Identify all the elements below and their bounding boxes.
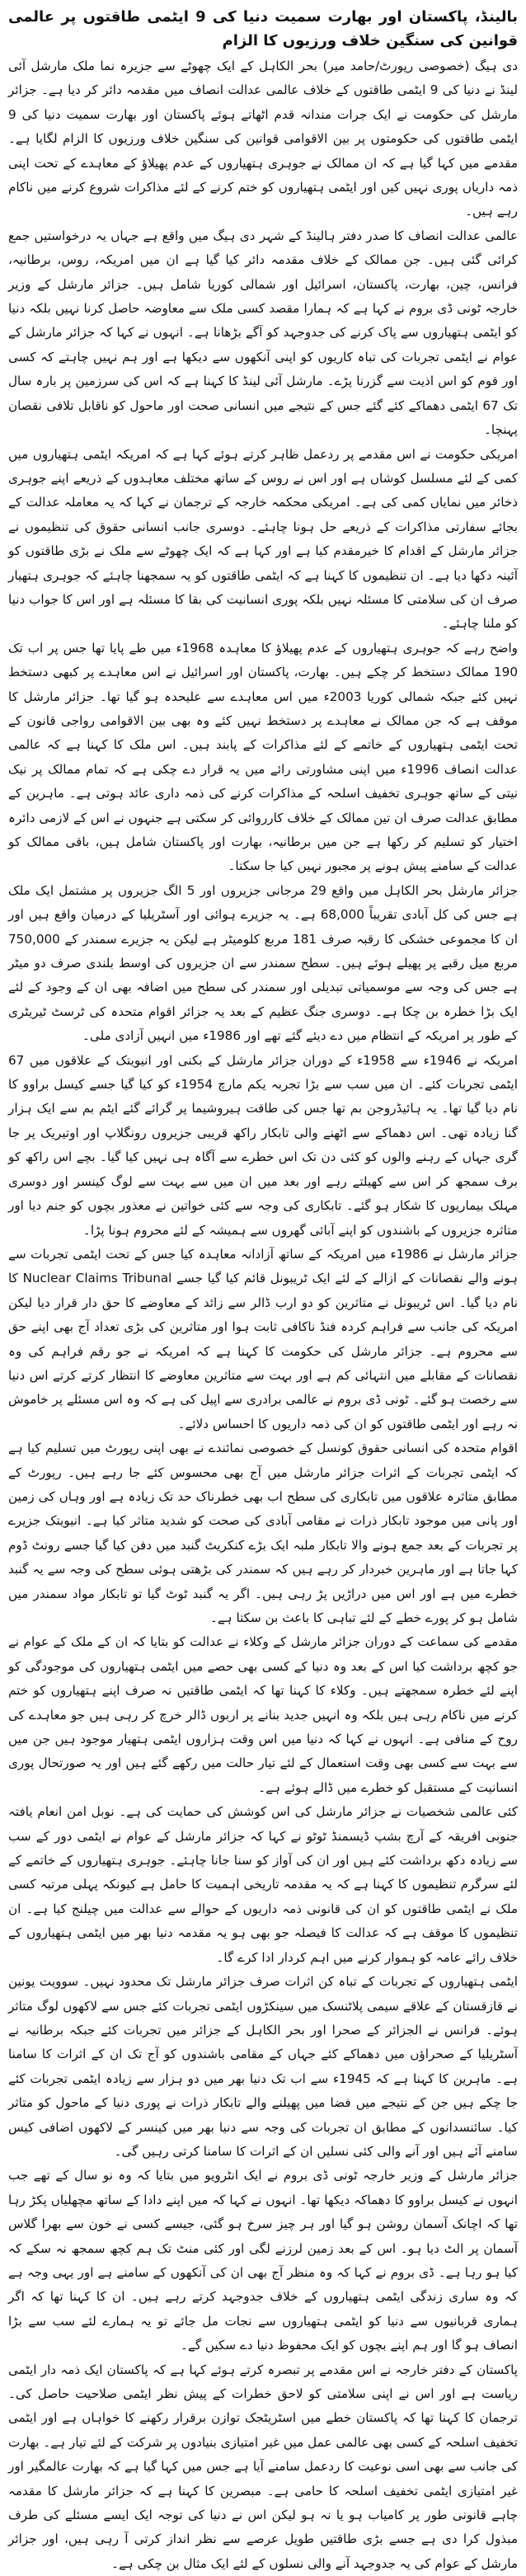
article-paragraph-6: امریکہ نے 1946ء سے 1958ء کے دوران جزائر مارشل کے بکنی اور انیویتک کے علاقوں میں 67 ایٹمی تجربات کئے۔ ان میں سب سے بڑا تجربہ یکم مارچ 1954ء کو کیا گیا جسے کیسل براوو کا نام دیا گیا تھا۔ یہ ہائیڈروجن بم تھا جس کی طاقت ہیروشیما پر گرائے گئے ایٹم بم سے ایک ہزار گنا زیادہ تھی۔ اس دھماکے سے اٹھنے والی تابکار راکھ قریبی جزیروں رونگلاپ اور اوتیریک پر جا گری جہاں کے رہنے والوں کو کئی دن تک اس خطرے سے آگاہ ہی نہیں کیا گیا۔ بچے اس راکھ کو برف سمجھ کر اس سے کھیلتے رہے اور بعد میں ان میں سے بہت سے لوگ کینسر اور دوسری مہلک بیماریوں کا شکار ہو گئے۔ تابکاری کی وجہ سے کئی خواتین نے معذور بچوں کو جنم دیا اور متاثرہ جزیروں کے باشندوں کو اپنے آبائی گھروں سے ہمیشہ کے لئے محروم ہونا پڑا۔ [8, 1052, 519, 1238]
article-paragraph-3: امریکی حکومت نے اس مقدمے پر ردعمل ظاہر کرتے ہوئے کہا ہے کہ امریکہ ایٹمی ہتھیاروں میں کمی کے لئے مسلسل کوشاں ہے اور اس نے روس کے ساتھ مختلف معاہدوں کے ذریعے اپنے جوہری ذخائر میں نمایاں کمی کی ہے۔ امریکی محکمہ خارجہ کے ترجمان نے کہا کہ یہ معاملہ عدالت کے بجائے سفارتی مذاکرات کے ذریعے حل ہونا چاہئے۔ دوسری جانب انسانی حقوق کی تنظیموں نے جزائر مارشل کے اقدام کا خیرمقدم کیا ہے اور کہا ہے کہ ایک چھوٹے سے ملک نے بڑی طاقتوں کو آئینہ دکھا دیا ہے۔ ان تنظیموں کا کہنا ہے کہ ایٹمی طاقتوں کو یہ سمجھنا چاہئے کہ جوہری ہتھیار صرف ان کی سلامتی کا مسئلہ نہیں بلکہ پوری انسانیت کی بقا کا مسئلہ ہے اور اس کا جواب دنیا کو ملنا چاہئے۔ [8, 446, 518, 632]
article-paragraph-1: دی ہیگ (خصوصی رپورٹ/حامد میر) بحر الکاہل کے ایک چھوٹے سے جزیرہ نما ملک مارشل آئی لینڈ نے دنیا کی 9 ایٹمی طاقتوں کے خلاف عالمی عدالت انصاف میں مقدمہ دائر کر دیا ہے۔ جزائر مارشل کی حکومت نے ایک جرات مندانہ قدم اٹھاتے ہوئے پاکستان اور بھارت سمیت دنیا کی 9 ایٹمی طاقتوں کی حکومتوں پر بین الاقوامی قوانین کی سنگین خلاف ورزیوں کا الزام لگایا ہے۔ مقدمے میں کہا گیا ہے کہ ان ممالک نے جوہری ہتھیاروں کے عدم پھیلاؤ کے معاہدے کے تحت اپنی ذمہ داریاں پوری نہیں کیں اور ایٹمی ہتھیاروں کو ختم کرنے کے لئے مذاکرات شروع کرنے میں ناکام رہے ہیں۔ [8, 59, 518, 219]
article-headline: بالینڈ، پاکستان اور بھارت سمیت دنیا کی 9 ایٹمی طاقتوں پر عالمی قوانین کی سنگین خلاف ورزیوں کا الزام [8, 8, 518, 49]
article-paragraph-7: جزائر مارشل نے 1986ء میں امریکہ کے ساتھ آزادانہ معاہدہ کیا جس کے تحت ایٹمی تجربات سے ہونے والے نقصانات کے ازالے کے لئے ایک ٹریبونل قائم کیا گیا جسے Nuclear Claims Tribunal کا نام دیا گیا۔ اس ٹریبونل نے متاثرین کو دو ارب ڈالر سے زائد کے معاوضے کا حق دار قرار دیا لیکن امریکہ کی جانب سے فراہم کردہ فنڈ ناکافی ثابت ہوا اور متاثرین کی بڑی تعداد آج بھی اپنے حق سے محروم ہے۔ جزائر مارشل کی حکومت کا کہنا ہے کہ امریکہ نے جو رقم فراہم کی وہ نقصانات کے مقابلے میں انتہائی کم ہے اور بہت سے متاثرین معاوضے کا انتظار کرتے کرتے اس دنیا سے رخصت ہو گئے۔ ٹونی ڈی بروم نے عالمی برادری سے اپیل کی ہے کہ وہ اس مسئلے پر خاموش نہ رہے اور ایٹمی طاقتوں کو ان کی ذمہ داریوں کا احساس دلائے۔ [8, 1246, 518, 1431]
article-paragraph-12: جزائر مارشل کے وزیر خارجہ ٹونی ڈی بروم نے ایک انٹرویو میں بتایا کہ وہ نو سال کے تھے جب انہوں نے کیسل براوو کا دھماکہ دیکھا تھا۔ انہوں نے کہا کہ میں اپنے دادا کے ساتھ مچھلیاں پکڑ رہا تھا کہ اچانک آسمان روشن ہو گیا اور ہر چیز سرخ ہو گئی، جیسے کسی نے خون سے بھرا گلاس آسمان پر الٹ دیا ہو۔ اس کے بعد زمین لرزنے لگی اور کئی منٹ تک ہم کچھ سمجھ نہ سکے کہ کیا ہو رہا ہے۔ ڈی بروم نے کہا کہ وہ منظر آج بھی ان کی آنکھوں کے سامنے ہے اور یہی وجہ ہے کہ وہ ساری زندگی ایٹمی ہتھیاروں کے خلاف جدوجہد کرتے رہے ہیں۔ ان کا کہنا تھا کہ اگر ہماری قربانیوں سے دنیا کو ایٹمی ہتھیاروں سے نجات مل جائے تو یہ ہمارے لئے سب سے بڑا انصاف ہو گا اور ہم اپنے بچوں کو ایک محفوظ دنیا دے سکیں گے۔ [8, 2168, 518, 2353]
article-paragraph-4: واضح رہے کہ جوہری ہتھیاروں کے عدم پھیلاؤ کا معاہدہ 1968ء میں طے پایا تھا جس پر اب تک 190 ممالک دستخط کر چکے ہیں۔ بھارت، پاکستان اور اسرائیل نے اس معاہدے پر کبھی دستخط نہیں کئے جبکہ شمالی کوریا 2003ء میں اس معاہدے سے علیحدہ ہو گیا تھا۔ جزائر مارشل کا موقف ہے کہ جن ممالک نے معاہدے پر دستخط نہیں کئے وہ بھی بین الاقوامی رواجی قانون کے تحت ایٹمی ہتھیاروں کے خاتمے کے لئے مذاکرات کے پابند ہیں۔ اس ملک کا کہنا ہے کہ عالمی عدالت انصاف 1996ء میں اپنی مشاورتی رائے میں یہ قرار دے چکی ہے کہ تمام ممالک پر نیک نیتی کے ساتھ جوہری تخفیف اسلحہ کے مذاکرات کرنے کی ذمہ داری عائد ہوتی ہے۔ ماہرین کے مطابق عدالت صرف ان تین ممالک کے خلاف کارروائی کر سکتی ہے جنہوں نے اس کے لازمی دائرہ اختیار کو تسلیم کر رکھا ہے جن میں برطانیہ، بھارت اور پاکستان شامل ہیں، باقی ممالک کو عدالت کے سامنے پیش ہونے پر مجبور نہیں کیا جا سکتا۔ [8, 640, 518, 874]
article-paragraph-10: کئی عالمی شخصیات نے جزائر مارشل کی اس کوشش کی حمایت کی ہے۔ نوبل امن انعام یافتہ جنوبی افریقہ کے آرچ بشپ ڈیسمنڈ ٹوٹو نے کہا کہ جزائر مارشل کے عوام نے ایٹمی دور کے سب سے زیادہ دکھ برداشت کئے ہیں اور ان کی آواز کو سنا جانا چاہئے۔ جوہری ہتھیاروں کے خاتمے کے لئے سرگرم تنظیموں کا کہنا ہے کہ یہ مقدمہ تاریخی اہمیت کا حامل ہے کیونکہ پہلی مرتبہ کسی ملک نے ایٹمی طاقتوں کو ان کی قانونی ذمہ داریوں کے حوالے سے عدالت میں چیلنج کیا ہے۔ ان تنظیموں کا موقف ہے کہ عدالت کا فیصلہ جو بھی ہو یہ مقدمہ دنیا بھر میں ایٹمی ہتھیاروں کے خلاف رائے عامہ کو ہموار کرنے میں اہم کردار ادا کرے گا۔ [8, 1804, 518, 1965]
article-paragraph-9: مقدمے کی سماعت کے دوران جزائر مارشل کے وکلاء نے عدالت کو بتایا کہ ان کے ملک کے عوام نے جو کچھ برداشت کیا اس کے بعد وہ دنیا کے کسی بھی حصے میں ایٹمی ہتھیاروں کی موجودگی کو اپنے لئے خطرہ سمجھتے ہیں۔ وکلاء کا کہنا تھا کہ ایٹمی طاقتیں نہ صرف اپنے ہتھیاروں کو ختم کرنے میں ناکام رہی ہیں بلکہ وہ انہیں جدید بنانے پر اربوں ڈالر خرچ کر رہی ہیں جو معاہدے کی روح کے منافی ہے۔ انہوں نے کہا کہ دنیا میں اس وقت ہزاروں ایٹمی ہتھیار موجود ہیں جن میں سے بہت سے کسی بھی وقت استعمال کے لئے تیار حالت میں رکھے گئے ہیں اور یہ صورتحال پوری انسانیت کے مستقبل کو خطرے میں ڈالے ہوئے ہے۔ [8, 1634, 518, 1795]
article-paragraph-8: اقوام متحدہ کی انسانی حقوق کونسل کے خصوصی نمائندے نے بھی اپنی رپورٹ میں تسلیم کیا ہے کہ ایٹمی تجربات کے اثرات جزائر مارشل میں آج بھی محسوس کئے جا رہے ہیں۔ رپورٹ کے مطابق متاثرہ علاقوں میں تابکاری کی سطح اب بھی خطرناک حد تک زیادہ ہے اور وہاں کی زمین اور پانی میں موجود تابکار ذرات نے مقامی آبادی کی صحت کو شدید متاثر کیا ہے۔ انیویتک جزیرے پر تجربات کے بعد جمع ہونے والا تابکار ملبہ ایک بڑے کنکریٹ گنبد میں دفن کیا گیا جسے رونٹ ڈوم کہا جاتا ہے اور ماہرین خبردار کر رہے ہیں کہ سمندر کی بڑھتی ہوئی سطح کی وجہ سے یہ گنبد خطرے میں ہے اور اس میں دراڑیں پڑ رہی ہیں۔ اگر یہ گنبد ٹوٹ گیا تو تابکار مواد سمندر میں شامل ہو کر پورے خطے کے لئے تباہی کا باعث بن سکتا ہے۔ [8, 1441, 518, 1625]
article-paragraph-13: پاکستان کے دفتر خارجہ نے اس مقدمے پر تبصرہ کرتے ہوئے کہا ہے کہ پاکستان ایک ذمہ دار ایٹمی ریاست ہے اور اس نے اپنی سلامتی کو لاحق خطرات کے پیش نظر ایٹمی صلاحیت حاصل کی۔ ترجمان کا کہنا تھا کہ پاکستان خطے میں اسٹریٹجک توازن برقرار رکھنے کا خواہاں ہے اور ایٹمی تخفیف اسلحہ کے کسی بھی عالمی عمل میں غیر امتیازی بنیادوں پر شرکت کے لئے تیار ہے۔ بھارت کی جانب سے بھی اسی نوعیت کا ردعمل سامنے آیا ہے جس میں کہا گیا ہے کہ بھارت عالمگیر اور غیر امتیازی ایٹمی تخفیف اسلحہ کا حامی ہے۔ مبصرین کا کہنا ہے کہ جزائر مارشل کا مقدمہ چاہے قانونی طور پر کامیاب ہو یا نہ ہو لیکن اس نے دنیا کی توجہ ایک ایسے مسئلے کی طرف مبذول کرا دی ہے جسے بڑی طاقتیں طویل عرصے سے نظر انداز کرتی آ رہی ہیں، اور جزائر مارشل کے عوام کی یہ جدوجہد آنے والی نسلوں کے لئے ایک مثال بن چکی ہے۔ [8, 2362, 518, 2571]
article-paragraph-5: جزائر مارشل بحر الکاہل میں واقع 29 مرجانی جزیروں اور 5 الگ جزیروں پر مشتمل ایک ملک ہے جس کی کل آبادی تقریباً 68,000 ہے۔ یہ جزیرے ہوائی اور آسٹریلیا کے درمیان واقع ہیں اور ان کا مجموعی خشکی کا رقبہ صرف 181 مربع کلومیٹر ہے لیکن یہ جزیرے سمندر کے 750,000 مربع میل رقبے پر پھیلے ہوئے ہیں۔ سطح سمندر سے ان جزیروں کی اوسط بلندی صرف دو میٹر ہے جس کی وجہ سے موسمیاتی تبدیلی اور سمندر کی سطح میں اضافہ بھی ان کے وجود کے لئے ایک بڑا خطرہ بن چکا ہے۔ دوسری جنگ عظیم کے بعد یہ جزائر اقوام متحدہ کی ٹرسٹ ٹیریٹری کے طور پر امریکہ کے انتظام میں دے دیئے گئے تھے اور 1986ء میں انہیں آزادی ملی۔ [8, 882, 519, 1044]
article-paragraph-2: عالمی عدالت انصاف کا صدر دفتر ہالینڈ کے شہر دی ہیگ میں واقع ہے جہاں یہ درخواستیں جمع کرائی گئی ہیں۔ جن ممالک کے خلاف مقدمہ دائر کیا گیا ہے ان میں امریکہ، روس، برطانیہ، فرانس، چین، بھارت، پاکستان، اسرائیل اور شمالی کوریا شامل ہیں۔ جزائر مارشل کے وزیر خارجہ ٹونی ڈی بروم نے کہا ہے کہ ہمارا مقصد کسی ملک سے معاوضہ حاصل کرنا نہیں بلکہ دنیا کو ایٹمی ہتھیاروں سے پاک کرنے کی جدوجہد کو آگے بڑھانا ہے۔ انہوں نے کہا کہ جزائر مارشل کے عوام نے ایٹمی تجربات کی تباہ کاریوں کو اپنی آنکھوں سے دیکھا ہے اور ہم نہیں چاہتے کہ کسی اور قوم کو اس اذیت سے گزرنا پڑے۔ مارشل آئی لینڈ کا کہنا ہے کہ اس کی سرزمین پر بارہ سال تک 67 ایٹمی دھماکے کئے گئے جس کے نتیجے میں انسانی صحت اور ماحول کو ناقابل تلافی نقصان پہنچا۔ [8, 228, 518, 438]
article-paragraph-11: ایٹمی ہتھیاروں کے تجربات کے تباہ کن اثرات صرف جزائر مارشل تک محدود نہیں۔ سوویت یونین نے قازقستان کے علاقے سیمی پلاٹنسک میں سینکڑوں ایٹمی تجربات کئے جس سے لاکھوں لوگ متاثر ہوئے۔ فرانس نے الجزائر کے صحرا اور بحر الکاہل کے جزائر میں تجربات کئے جبکہ برطانیہ نے آسٹریلیا کے صحراؤں میں دھماکے کئے جہاں کے مقامی باشندوں کو آج تک ان کے اثرات کا سامنا ہے۔ ماہرین کا کہنا ہے کہ 1945ء سے اب تک دنیا بھر میں دو ہزار سے زیادہ ایٹمی تجربات کئے جا چکے ہیں جن کے نتیجے میں فضا میں پھیلنے والے تابکار ذرات نے پوری دنیا کے ماحول کو متاثر کیا۔ سائنسدانوں کے مطابق ان تجربات کی وجہ سے دنیا بھر میں کینسر کے لاکھوں اضافی کیس سامنے آئے ہیں اور آنے والی کئی نسلیں ان کے اثرات کا سامنا کرتی رہیں گی۔ [8, 1974, 518, 2159]
